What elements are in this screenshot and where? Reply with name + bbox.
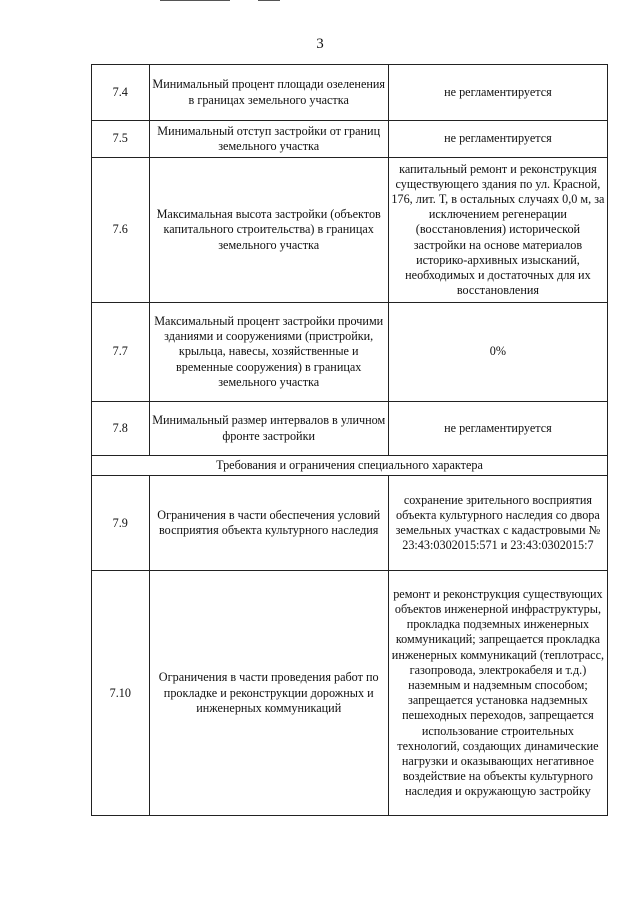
parameter-value: не регламентируется (388, 121, 607, 158)
parameter-name: Минимальный размер интервалов в уличном фронте застройки (149, 402, 388, 456)
scan-mark (258, 0, 280, 1)
parameter-value: не регламентируется (388, 65, 607, 121)
table-row (92, 571, 608, 816)
parameter-value: капитальный ремонт и реконструкция существующего здания по ул. Красной, 176, лит. Т, в остальных случаях 0,0 м, за исключением регенерации (восстановления) исторической застройки на основе материалов историко-архивных изысканий, необходимых и достаточных для их восстановления (388, 158, 607, 303)
section-header-row (92, 456, 608, 476)
section-header: Требования и ограничения специального характера (92, 456, 608, 476)
table-row (92, 121, 608, 158)
row-number: 7.9 (92, 476, 150, 571)
row-number: 7.6 (92, 158, 150, 303)
regulation-table (91, 64, 608, 816)
table-row (92, 303, 608, 402)
parameter-name: Минимальный процент площади озеленения в границах земельного участка (149, 65, 388, 121)
parameter-name: Максимальная высота застройки (объектов капитального строительства) в границах земельного участка (149, 158, 388, 303)
table-row (92, 402, 608, 456)
parameter-name: Ограничения в части проведения работ по прокладке и реконструкции дорожных и инженерных коммуникаций (149, 571, 388, 816)
parameter-value: 0% (388, 303, 607, 402)
table-row (92, 158, 608, 303)
row-number: 7.8 (92, 402, 150, 456)
page-number: 3 (316, 36, 324, 52)
parameter-value: не регламентируется (388, 402, 607, 456)
row-number: 7.4 (92, 65, 150, 121)
table-row (92, 476, 608, 571)
parameter-name: Минимальный отступ застройки от границ земельного участка (149, 121, 388, 158)
table-row (92, 65, 608, 121)
parameter-name: Ограничения в части обеспечения условий восприятия объекта культурного наследия (149, 476, 388, 571)
parameter-name: Максимальный процент застройки прочими зданиями и сооружениями (пристройки, крыльца, навесы, хозяйственные и временные сооружения) в границах земельного участка (149, 303, 388, 402)
row-number: 7.5 (92, 121, 150, 158)
row-number: 7.10 (92, 571, 150, 816)
parameter-value: ремонт и реконструкция существующих объектов инженерной инфраструктуры, прокладка подземных инженерных коммуникаций; запрещается прокладка инженерных коммуникаций (теплотрасс, газопровода, электрокабеля и т.д.) наземным и надземным способом; запрещается установка надземных пешеходных переходов, запрещается использование строительных технологий, создающих динамические нагрузки и оказывающих негативное воздействие на объекты культурного наследия и окружающую застройку (388, 571, 607, 816)
row-number: 7.7 (92, 303, 150, 402)
scan-mark (160, 0, 230, 1)
parameter-value: сохранение зрительного восприятия объекта культурного наследия со двора земельных участках с кадастровыми № 23:43:0302015:571 и 23:43:0302015:7 (388, 476, 607, 571)
